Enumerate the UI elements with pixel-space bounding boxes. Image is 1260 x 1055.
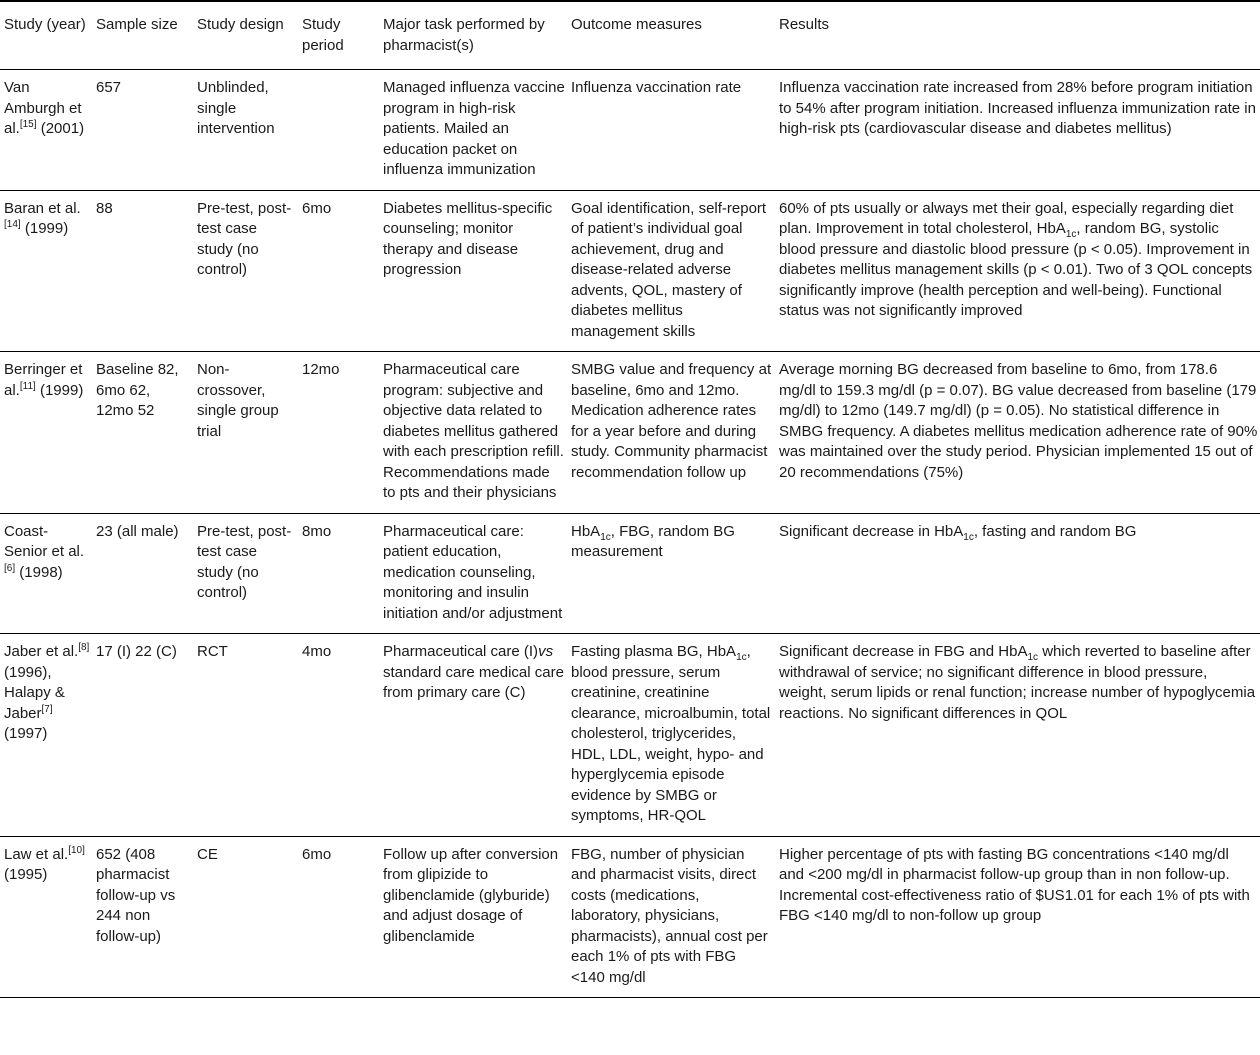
header-sample-size: Sample size — [96, 16, 178, 33]
cell-study-period: 6mo — [302, 199, 332, 217]
cell-results: Influenza vaccination rate increased from 28% before program initiation to 54% after program initiation. Increased influenza immunization rate in high-risk pts (cardiovascular disease and diabetes mellitus) — [779, 79, 1256, 137]
header-study-period: Study period — [302, 16, 344, 54]
header-study-design: Study design — [197, 16, 284, 33]
table-header — [0, 1, 1260, 70]
cell-study: Baran et al.[14] (1999) — [4, 199, 81, 237]
header-major-task: Major task performed by pharmacist(s) — [383, 16, 545, 54]
cell-sample-size: Baseline 82, 6mo 62, 12mo 52 — [96, 361, 179, 419]
cell-major-task: Pharmaceutical care: patient education, medication counseling, monitoring and insulin initiation and/or adjustment — [383, 522, 563, 622]
cell-study-period: 6mo — [302, 845, 332, 863]
cell-sample-size: 88 — [96, 199, 113, 217]
cell-major-task: Pharmaceutical care program: subjective and objective data related to diabetes mellitus gathered with each prescription refill. Recommendations made to pts and their physicians — [383, 361, 564, 501]
cell-study-design: Unblinded, single intervention — [197, 79, 275, 137]
cell-study: Coast-Senior et al.[6] (1998) — [4, 522, 85, 581]
table-row — [0, 513, 1260, 634]
cell-major-task: Managed influenza vaccine program in high-risk patients. Mailed an education packet on influenza immunization — [383, 79, 565, 178]
cell-major-task: Follow up after conversion from glipizide to glibenclamide (glyburide) and adjust dosage of glibenclamide — [383, 845, 559, 945]
cell-study-design: Non-crossover, single group trial — [197, 361, 279, 440]
cell-study: Van Amburgh et al.[15] (2001) — [4, 79, 85, 137]
header-outcome-measures: Outcome measures — [571, 16, 702, 33]
cell-study-design: Pre-test, post-test case study (no control) — [197, 522, 292, 601]
cell-results: Significant decrease in FBG and HbA$_{1c}$ which reverted to baseline after withdrawal of service; no significant difference in blood pressure, weight, serum lipids or renal function; increase number of hypoglycemia reactions. No significant differences in QOL — [779, 643, 1256, 722]
cell-results: Higher percentage of pts with fasting BG concentrations <140 mg/dl and <200 mg/dl in pharmacist follow-up group than in non follow-up. Incremental cost-effectiveness ratio of $US1.01 for each 1% of pts with FBG <140 mg/dl to non-follow up group — [779, 845, 1250, 924]
cell-outcome-measures: FBG, number of physician and pharmacist visits, direct costs (medications, laboratory, physicians, pharmacists), annual cost per each 1% of pts with FBG <140 mg/dl — [571, 845, 768, 986]
cell-results: 60% of pts usually or always met their goal, especially regarding diet plan. Improvement in total cholesterol, HbA$_{1c}$, random BG, systolic blood pressure and diastolic blood pressure (p < 0.05). Improvement in diabetes mellitus management skills (p < 0.01). Two of 3 QOL concepts significantly improve (health perception and well-being). Functional status was not significantly improved — [779, 199, 1253, 319]
cell-outcome-measures: Goal identification, self-report of patient’s individual goal achievement, drug and disease-related adverse advents, QOL, mastery of diabetes mellitus management skills — [571, 199, 767, 340]
table-row — [0, 352, 1260, 514]
table-row — [0, 70, 1260, 191]
header-results: Results — [779, 16, 830, 33]
cell-study-period — [298, 70, 379, 191]
cell-results: Significant decrease in HbA$_{1c}$, fasting and random BG — [779, 522, 1137, 543]
cell-study: Berringer et al.[11] (1999) — [4, 361, 84, 399]
cell-results: Average morning BG decreased from baseline to 6mo, from 178.6 mg/dl to 159.3 mg/dl (p = 0.07). BG value decreased from baseline (179 mg/dl) to 12mo (149.7 mg/dl) (p = 0.05). No statistical difference in SMBG frequency. A diabetes mellitus medication adherence rate of 90% was maintained over the study period. Physician implemented 15 out of 20 recommendations (75%) — [779, 361, 1258, 481]
table-row — [0, 190, 1260, 352]
cell-sample-size: 17 (I) 22 (C) — [96, 643, 177, 660]
cell-sample-size: 652 (408 pharmacist follow-up vs 244 non follow-up) — [96, 845, 176, 945]
cell-outcome-measures: SMBG value and frequency at baseline, 6mo and 12mo. Medication adherence rates for a year before and during study. Community pharmacist recommendation follow up — [571, 361, 772, 481]
cell-outcome-measures: Influenza vaccination rate — [571, 79, 742, 96]
cell-major-task: Pharmaceutical care (I)vs standard care medical care from primary care (C) — [383, 643, 564, 701]
cell-study-design: RCT — [197, 643, 228, 660]
table-row — [0, 634, 1260, 837]
header-study: Study (year) — [4, 16, 86, 33]
table-body — [0, 70, 1260, 998]
cell-sample-size: 23 (all male) — [96, 522, 179, 540]
cell-outcome-measures: Fasting plasma BG, HbA$_{1c}$, blood pressure, serum creatinine, creatinine clearance, microalbumin, total cholesterol, triglycerides, HDL, LDL, weight, hypo- and hyperglycemia episode evidence by SMBG or symptoms, HR-QOL — [571, 643, 771, 824]
cell-study: Law et al.[10] (1995) — [4, 844, 85, 883]
table-row — [0, 836, 1260, 998]
cell-study: Jaber et al.[8] (1996), Halapy & Jaber[7] (1997) — [4, 642, 90, 742]
cell-study-period: 8mo — [302, 522, 332, 540]
cell-study-period: 4mo — [302, 643, 332, 660]
cell-sample-size: 657 — [96, 79, 122, 96]
cell-study-period: 12mo — [302, 361, 340, 378]
cell-study-design: Pre-test, post-test case study (no control) — [197, 199, 292, 278]
cell-major-task: Diabetes mellitus-specific counseling; monitor therapy and disease progression — [383, 199, 553, 278]
cell-outcome-measures: HbA$_{1c}$, FBG, random BG measurement — [571, 522, 735, 560]
header-row — [0, 1, 1260, 70]
cell-study-design: CE — [197, 845, 218, 863]
